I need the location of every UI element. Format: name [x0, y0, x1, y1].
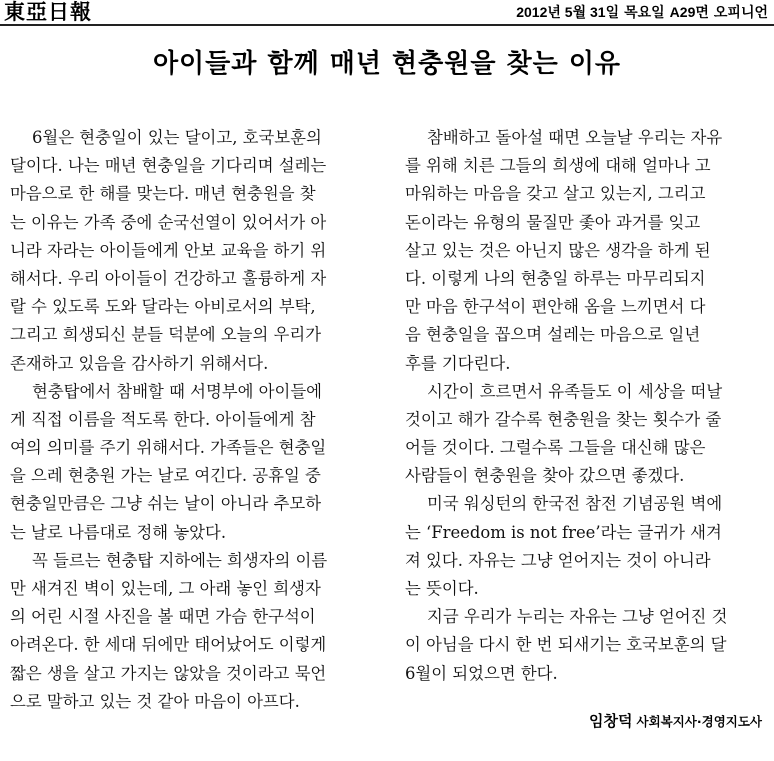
article-column-left	[10, 124, 378, 716]
text-line: 지금 우리가 누리는 자유는 그냥 얻어진 것	[427, 607, 728, 627]
text-line: 사람들이 현충원을 찾아 갔으면 좋겠다.	[405, 466, 685, 486]
masthead	[0, 0, 774, 26]
text-line: 여의 의미를 주기 위해서다. 가족들은 현충일	[10, 438, 327, 458]
text-line: 현충탑에서 참배할 때 서명부에 아이들에	[32, 381, 323, 401]
text-line: 살고 있는 것은 아닌지 많은 생각을 하게 된	[405, 240, 711, 260]
newspaper-logo: 東亞日報	[4, 0, 92, 24]
text-line: 어들 것이다. 그럴수록 그들을 대신해 많은	[405, 438, 706, 458]
text-line: 져 있다. 자유는 그냥 얻어지는 것이 아니라	[405, 550, 711, 570]
text-line: 현충일만큼은 그냥 쉬는 날이 아니라 추모하	[10, 494, 322, 514]
text-line: 후를 기다린다.	[405, 353, 511, 373]
byline	[589, 711, 762, 732]
text-line: 는 뜻이다.	[405, 579, 479, 598]
issue-section: 오피니언	[713, 4, 768, 20]
text-line: 음 현충일을 꼽으며 설레는 마음으로 일년	[405, 325, 701, 345]
article-title: 아이들과 함께 매년 현충원을 찾는 이유	[152, 49, 622, 79]
text-line: 의 어린 시절 사진을 볼 때면 가슴 한구석이	[10, 607, 316, 627]
text-line: 마워하는 마음을 갖고 살고 있는지, 그리고	[405, 184, 706, 204]
text-line: 달이다. 나는 매년 현충일을 기다리며 설레는	[10, 156, 327, 176]
issue-weekday: 목요일	[624, 4, 665, 20]
text-line: 만 새겨진 벽이 있는데, 그 아래 놓인 희생자	[10, 579, 321, 598]
text-line: 존재하고 있음을 감사하기 위해서다.	[10, 353, 269, 373]
article-column-right	[405, 124, 763, 688]
issue-page: A29면	[669, 4, 709, 20]
text-line: 만 마음 한구석이 편안해 옴을 느끼면서 다	[405, 297, 706, 317]
text-line: 미국 워싱턴의 한국전 참전 기념공원 벽에	[427, 494, 723, 514]
text-line: 이 아님을 다시 한 번 되새기는 호국보훈의 달	[405, 635, 727, 655]
text-line: 그리고 희생되신 분들 덕분에 오늘의 우리가	[10, 325, 322, 345]
issue-date: 2012년 5월 31일	[516, 4, 620, 20]
text-line: 는 ‘Freedom is not free’라는 글귀가 새겨	[405, 522, 722, 542]
text-line: 다. 이렇게 나의 현충일 하루는 마무리되지	[405, 268, 706, 288]
text-line: 아려온다. 한 세대 뒤에만 태어났어도 이렇게	[10, 635, 327, 655]
author-role: 사회복지사·경영지도사	[636, 714, 762, 729]
text-line: 돈이라는 유형의 물질만 좇아 과거를 잊고	[405, 212, 701, 232]
text-line: 시간이 흐르면서 유족들도 이 세상을 떠날	[427, 381, 723, 401]
author-name: 임창덕	[589, 712, 633, 730]
text-line: 것이고 해가 갈수록 현충원을 찾는 횟수가 줄	[405, 409, 722, 429]
text-line: 니라 자라는 아이들에게 안보 교육을 하기 위	[10, 240, 327, 260]
text-line: 6월은 현충일이 있는 달이고, 호국보훈의	[32, 128, 322, 147]
text-line: 꼭 들르는 현충탑 지하에는 희생자의 이름	[32, 550, 328, 570]
text-line: 해서다. 우리 아이들이 건강하고 훌륭하게 자	[10, 268, 327, 288]
text-line: 을 으레 현충원 가는 날로 여긴다. 공휴일 중	[10, 466, 321, 486]
issue-info	[511, 3, 768, 21]
text-line: 는 날로 나름대로 정해 놓았다.	[10, 522, 227, 542]
text-line: 참배하고 돌아설 때면 오늘날 우리는 자유	[427, 128, 723, 147]
text-line: 짧은 생을 살고 가지는 않았을 것이라고 묵언	[10, 663, 327, 683]
text-line: 랄 수 있도록 도와 달라는 아비로서의 부탁,	[10, 297, 316, 317]
text-line: 마음으로 한 해를 맞는다. 매년 현충원을 찾	[10, 184, 316, 204]
text-line: 으로 말하고 있는 것 같아 마음이 아프다.	[10, 691, 300, 711]
text-line: 6월이 되었으면 한다.	[405, 663, 558, 683]
text-line: 는 이유는 가족 중에 순국선열이 있어서가 아	[10, 212, 327, 232]
text-line: 게 직접 이름을 적도록 한다. 아이들에게 참	[10, 409, 316, 429]
text-line: 를 위해 치른 그들의 희생에 대해 얼마나 고	[405, 156, 711, 176]
